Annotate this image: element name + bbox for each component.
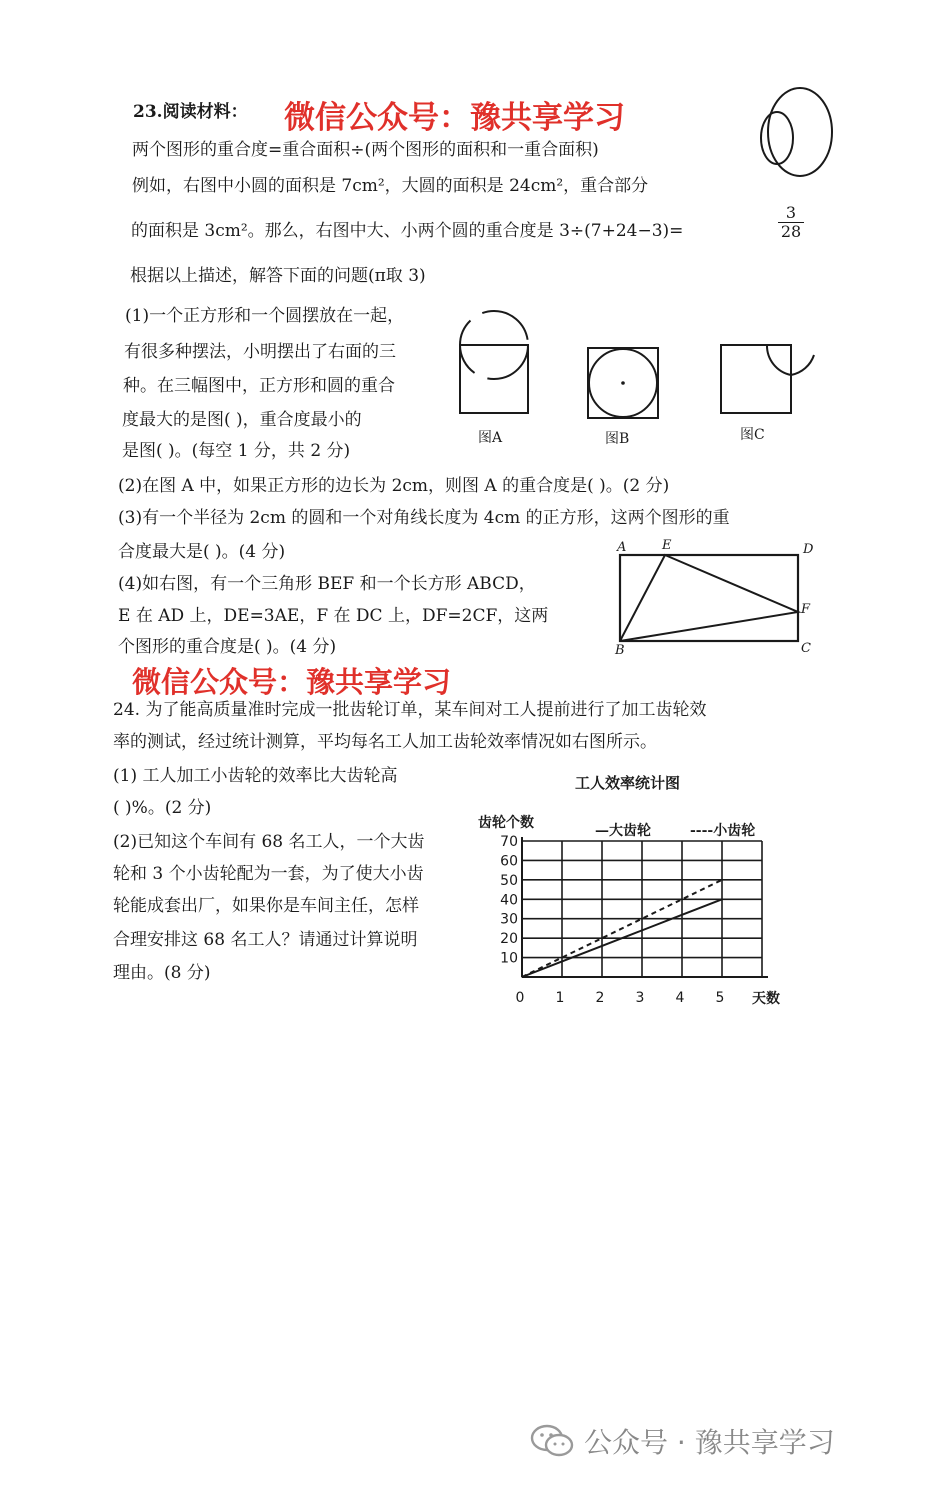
footer-account — [530, 1423, 835, 1459]
q24-p1-line1: (1) 工人加工小齿轮的效率比大齿轮高 — [113, 766, 398, 786]
data-point — [641, 930, 642, 931]
q24-p2-line4: 合理安排这 68 名工人？请通过计算说明 — [113, 930, 418, 950]
x-tick-label: 2 — [595, 990, 605, 1006]
y-tick-label: 60 — [500, 853, 518, 870]
y-tick-label: 10 — [500, 950, 518, 967]
q23-p4-line3: 个图形的重合度是( )。(4 分) — [118, 637, 337, 657]
y-tick-label: 20 — [500, 931, 518, 948]
q24-p2-line5: 理由。(8 分) — [113, 963, 211, 983]
data-point — [601, 945, 602, 946]
data-point — [601, 938, 602, 939]
chart-x-axis-label: 天数 — [752, 991, 780, 1007]
data-point — [521, 976, 522, 977]
q24-line2: 率的测试，经过统计测算，平均每名工人加工齿轮效率情况如右图所示。 — [113, 732, 657, 752]
point-a-label: A — [617, 540, 627, 555]
x-tick-label: 3 — [635, 990, 645, 1006]
fraction-denominator: 28 — [780, 222, 802, 241]
q23-line3: 的面积是 3cm²。那么，右图中大、小两个圆的重合度是 3÷(7+24−3)= — [131, 221, 684, 241]
q23-p1-line4: 度最大的是图( )，重合度最小的 — [122, 410, 362, 430]
watermark-top: 微信公众号：豫共享学习 — [284, 100, 625, 136]
q24-p2-line3: 轮能成套出厂，如果你是车间主任，怎样 — [113, 896, 419, 916]
point-f-label: F — [801, 602, 811, 617]
q23-p1-line1: (1)一个正方形和一个圆摆放在一起， — [125, 306, 405, 326]
chart-y-axis-label: 齿轮个数 — [478, 815, 534, 831]
x-tick-label: 0 — [515, 990, 525, 1006]
q23-line4: 根据以上描述，解答下面的问题(π取 3) — [130, 266, 426, 286]
q23-line2: 例如，右图中小圆的面积是 7cm²，大圆的面积是 24cm²，重合部分 — [132, 176, 649, 196]
data-point — [561, 957, 562, 958]
q23-heading: 23.阅读材料： — [133, 102, 248, 122]
y-tick-label: 30 — [500, 911, 518, 928]
y-tick-label: 50 — [500, 872, 518, 889]
data-point — [561, 961, 562, 962]
footer-text: 公众号 · 豫共享学习 — [584, 1426, 835, 1459]
point-e-label: E — [662, 538, 672, 553]
q23-p1-line2: 有很多种摆法，小明摆出了右面的三 — [124, 342, 396, 362]
y-tick-label: 70 — [500, 834, 518, 850]
chart-legend-dashed: ----小齿轮 — [690, 823, 756, 839]
fraction-numerator: 3 — [778, 204, 804, 223]
watermark-middle: 微信公众号：豫共享学习 — [132, 665, 452, 699]
x-tick-label: 1 — [555, 990, 565, 1006]
q23-p3-line2: 合度最大是( )。(4 分) — [118, 542, 286, 562]
figure-b-label: 图B — [605, 431, 630, 447]
q23-p3-line1: (3)有一个半径为 2cm 的圆和一个对角线长度为 4cm 的正方形，这两个图形的重 — [118, 508, 730, 528]
data-point — [721, 879, 722, 880]
point-d-label: D — [803, 542, 814, 557]
y-tick-label: 40 — [500, 892, 518, 909]
q23-p4-line1: (4)如右图，有一个三角形 BEF 和一个长方形 ABCD， — [118, 574, 536, 594]
figure-a-label: 图A — [478, 430, 503, 446]
q24-p2-line2: 轮和 3 个小齿轮配为一套，为了使大小齿 — [113, 864, 424, 884]
q23-line1: 两个图形的重合度=重合面积÷(两个图形的面积和一重合面积) — [132, 140, 599, 160]
x-tick-label: 4 — [675, 990, 685, 1006]
q24-line1: 24. 为了能高质量准时完成一批齿轮订单，某车间对工人提前进行了加工齿轮效 — [113, 700, 707, 720]
wechat-icon — [530, 1424, 574, 1458]
q24-p1-line2: ( )%。(2 分) — [113, 798, 212, 818]
chart-title: 工人效率统计图 — [575, 774, 681, 792]
series-line-small-gear — [522, 880, 722, 977]
chart-legend-solid: —大齿轮 — [595, 823, 651, 839]
data-point — [681, 914, 682, 915]
q23-p1-line3: 种。在三幅图中，正方形和圆的重合 — [123, 376, 395, 396]
x-tick-label: 5 — [715, 990, 725, 1006]
q23-p4-line2: E 在 AD 上，DE=3AE，F 在 DC 上，DF=2CF，这两 — [118, 606, 549, 626]
q23-p1-line5: 是图( )。(每空 1 分，共 2 分) — [122, 441, 351, 461]
figure-c-label: 图C — [740, 427, 765, 443]
point-b-label: B — [615, 643, 625, 658]
point-c-label: C — [801, 641, 811, 656]
data-point — [721, 899, 722, 900]
q23-p2: (2)在图 A 中，如果正方形的边长为 2cm，则图 A 的重合度是( )。(2 分) — [118, 476, 670, 496]
q24-p2-line1: (2)已知这个车间有 68 名工人，一个大齿 — [113, 832, 425, 852]
data-point — [641, 918, 642, 919]
data-point — [681, 899, 682, 900]
